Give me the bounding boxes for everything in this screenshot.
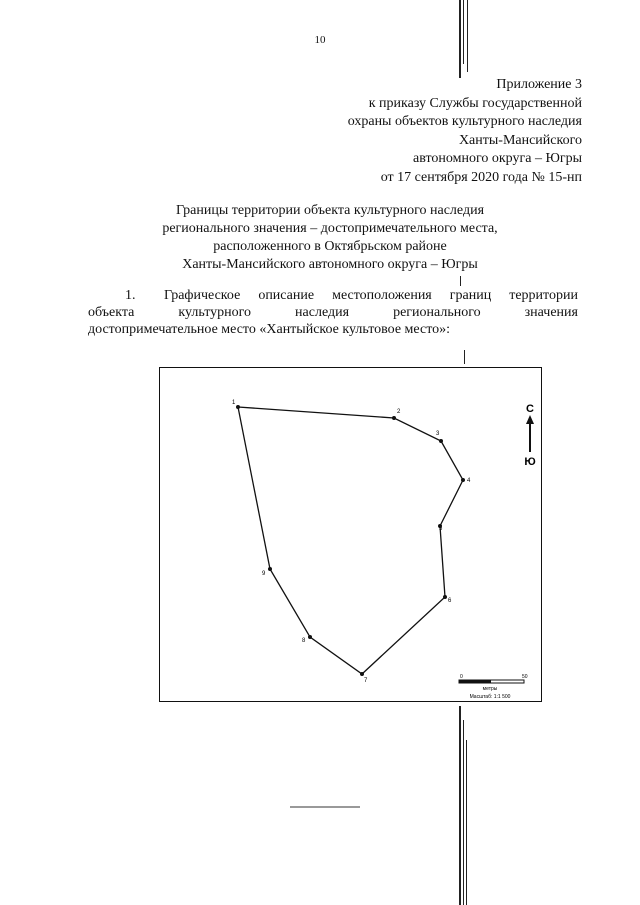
scale-bar — [459, 674, 528, 700]
map-canvas — [160, 368, 540, 700]
scan-artifact-line — [459, 706, 461, 905]
boundary-point-label: 8 — [302, 638, 306, 644]
appendix-line: автономного округа – Югры — [413, 151, 582, 167]
title-line: расположенного в Октябрьском районе — [213, 239, 447, 254]
scale-start-label: 0 — [460, 674, 463, 680]
appendix-line: к приказу Службы государственной — [368, 95, 582, 111]
scale-text: Масштаб: 1:1 500 — [469, 694, 511, 700]
scale-bar-fill — [459, 680, 491, 683]
appendix-line: Приложение 3 — [496, 77, 582, 92]
paragraph-word: Графическое — [164, 288, 241, 303]
scan-artifact-line — [463, 0, 464, 64]
document-title — [60, 202, 600, 274]
appendix-line: от 17 сентября 2020 года № 15-нп — [380, 169, 582, 185]
boundary-point-label: 7 — [364, 678, 368, 684]
paragraph-word: территории — [509, 288, 578, 303]
boundary-point-9 — [268, 567, 272, 571]
boundary-point-label: 9 — [262, 571, 266, 577]
paragraph-word: границ — [449, 288, 492, 303]
appendix-line: Ханты-Мансийского — [458, 132, 582, 148]
paragraph-line-2 — [88, 304, 578, 321]
paragraph-word: наследия — [295, 305, 350, 320]
boundary-point-label: 4 — [467, 478, 471, 484]
paragraph-word: объекта — [88, 305, 135, 320]
title-line: Границы территории объекта культурного наследия — [175, 203, 485, 218]
boundary-points-layer — [232, 400, 471, 684]
scan-artifact-line — [464, 350, 465, 364]
boundary-point-label: 1 — [232, 400, 236, 406]
boundary-point-label: 5 — [439, 526, 443, 532]
boundary-point-3 — [439, 439, 443, 443]
scan-artifact-line — [463, 720, 464, 905]
boundary-point-label: 6 — [448, 598, 452, 604]
paragraph-word: местоположения — [332, 288, 432, 303]
paragraph-line-3: достопримечательное место «Хантыйское культовое место»: — [88, 322, 451, 337]
boundary-point-7 — [360, 672, 364, 676]
north-arrow — [524, 403, 535, 468]
paragraph-word: описание — [258, 288, 315, 303]
north-label: С — [526, 403, 534, 415]
paragraph-1 — [88, 287, 578, 338]
boundary-point-label: 3 — [436, 431, 440, 437]
boundary-map — [159, 367, 542, 702]
scan-speck — [290, 806, 360, 808]
north-arrow-head — [526, 415, 534, 424]
scan-artifact-line — [466, 740, 467, 905]
appendix-block — [282, 76, 582, 188]
scale-end-label: 50 — [522, 674, 528, 680]
paragraph-word: культурного — [178, 305, 252, 320]
title-line: Ханты-Мансийского автономного округа – Югры — [182, 257, 478, 272]
boundary-polygon — [238, 407, 463, 674]
title-line: регионального значения – достопримечательного места, — [162, 221, 498, 236]
paragraph-word: значения — [524, 305, 578, 320]
boundary-polygon-layer — [238, 407, 463, 674]
boundary-point-4 — [461, 478, 465, 482]
scan-artifact-line — [459, 0, 461, 78]
appendix-line: охраны объектов культурного наследия — [347, 114, 582, 130]
boundary-point-8 — [308, 635, 312, 639]
boundary-point-1 — [236, 405, 240, 409]
boundary-point-2 — [392, 416, 396, 420]
boundary-point-6 — [443, 595, 447, 599]
scale-unit-label: метры — [482, 686, 498, 692]
boundary-point-label: 2 — [397, 409, 401, 415]
scan-artifact-line — [460, 276, 461, 286]
page-number: 10 — [314, 34, 326, 46]
south-label: Ю — [524, 456, 536, 468]
paragraph-number: 1. — [125, 288, 136, 303]
scan-artifact-line — [467, 0, 468, 72]
paragraph-word: регионального — [393, 305, 481, 320]
paragraph-line-1 — [88, 287, 578, 304]
